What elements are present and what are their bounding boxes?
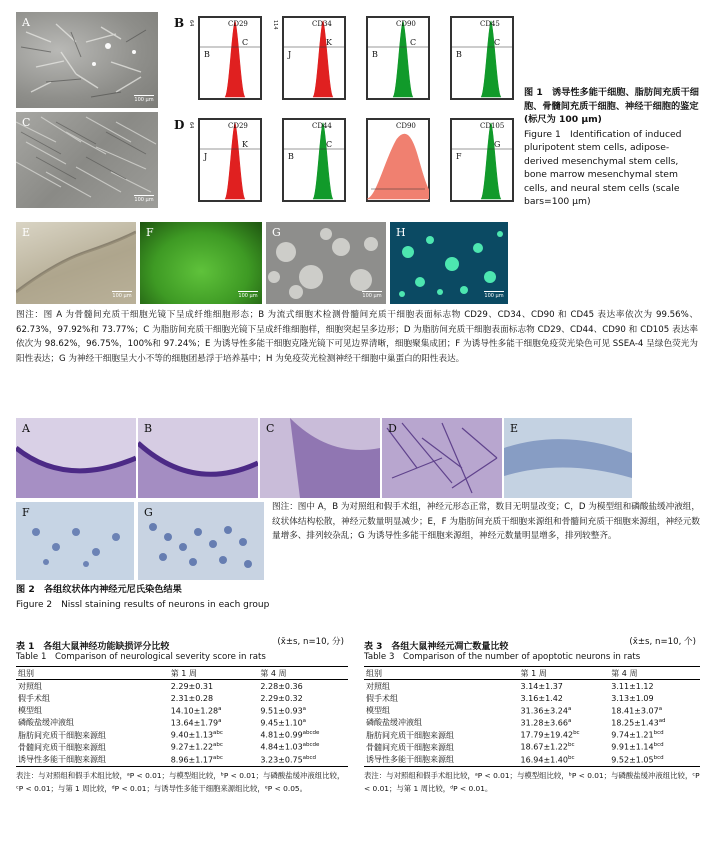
significance-mark: abcde (302, 742, 320, 749)
scale-bar: 100 μm (134, 97, 154, 103)
fig2-note: 图注：图中 A，B 为对照组和假手术组，神经元形态正常，数目无明显改变；C，D 为模型组和磷酸盐缓冲液组，纹状体结构松散，神经元数量明显减少；E，F 为脂肪间充质干细胞来源组和骨髓间充质干细胞来源组，神经元数量增多、排列较杂乱；G 为诱导性多能干细胞来源组，神经元数量明显增多，排列较整齐。 (272, 502, 700, 541)
panel-label-f: F (22, 506, 30, 519)
fig2-panel-g (138, 502, 264, 580)
fig1-panel-f (140, 222, 262, 304)
group-cell: 模型组 (18, 706, 42, 716)
panel-label-c: C (266, 422, 275, 435)
value-cell: 8.96±1.17$^{abc}$ (170, 754, 223, 765)
adipose-cells-image (16, 112, 158, 208)
group-cell: 诱导性多能干细胞来源组 (18, 754, 106, 764)
table1-footnote: 表注：与对照组和假手术组比较，ᵃP < 0.01；与模型组比较，ᵇP < 0.01；与磷酸盐缓冲液组比较，ᶜP < 0.01；与第 1 周比较，ᵈP < 0.01；与诱导性多能干细胞来源组比较，ᵉP < 0.05。 (16, 770, 345, 793)
table3-footnote: 表注：与对照组和假手术组比较，ᵃP < 0.01；与模型组比较，ᵇP < 0.01；与磷酸盐缓冲液组比较，ᶜP < 0.01；与第 1 周比较，ᵈP < 0.01。 (364, 770, 700, 793)
panel-label-g: G (272, 226, 281, 239)
value-cell: 2.29±0.31 (170, 681, 214, 691)
table3-stat: (x̄±s, n=10, 个) (629, 637, 696, 647)
marker-label: CD34 (312, 20, 332, 28)
value-cell: $4.81\pm 0.99^{abcde}$ (260, 730, 320, 740)
column-header: 第 4 周 (611, 668, 638, 678)
marker-label: CD45 (480, 20, 500, 28)
value-cell: 31.28±3.66$^a$ (520, 718, 572, 728)
significance-mark: abcd (302, 754, 317, 761)
fig1-panel-a (16, 12, 158, 108)
panel-label-e: E (22, 226, 31, 239)
gate-left-label: J (204, 152, 208, 161)
table3-title-cn: 表 3 各组大鼠神经元凋亡数量比较 (364, 642, 509, 652)
significance-mark: a (567, 718, 572, 725)
significance-mark: abcde (302, 730, 320, 737)
panel-label-b: B (144, 422, 153, 435)
group-cell: 对照组 (18, 681, 42, 691)
fig2-top-row (16, 418, 636, 498)
group-cell: 脂肪间充质干细胞来源组 (18, 730, 106, 740)
gate-right-label: C (326, 140, 333, 149)
significance-mark: a (302, 718, 307, 725)
value-cell: 3.16±1.42 (520, 693, 563, 703)
group-cell: 骨髓间充质干细胞来源组 (18, 742, 106, 752)
scale-bar: 100 μm (362, 293, 382, 299)
scale-bar: 100 μm (238, 293, 258, 299)
fig1-panel-g (266, 222, 386, 304)
nissl-stain-image (16, 418, 136, 498)
column-header: 第 1 周 (520, 668, 547, 678)
group-cell: 脂肪间充质干细胞来源组 (366, 730, 454, 740)
panel-label-d: D (388, 422, 397, 435)
scale-bar: 100 μm (134, 197, 154, 203)
panel-label-a: A (22, 16, 30, 29)
value-cell: 13.64±1.79$^a$ (170, 718, 222, 728)
significance-mark: a (567, 705, 572, 712)
value-cell: 9.45±1.10$^a$ (260, 718, 307, 728)
nissl-stain-image (138, 418, 258, 498)
fig1-panel-b-flow-row (168, 10, 508, 110)
significance-mark: bcd (653, 754, 664, 761)
fig1-note: 图注：图 A 为骨髓间充质干细胞光镜下呈成纤维细胞形态；B 为流式细胞术检测骨髓间充质干细胞表面标志物 CD29、CD34、CD90 和 CD45 表达率依次为 99.56%、62.73%，97.92%和 73.77%；C 为脂肪间充质干细胞光镜下呈成纤维细胞样，细胞突起呈多边形；D 为脂肪间充质干细胞表面标志物 CD29、CD44、CD90 和 CD105 表达率依次为 98.62%，96.75%，100%和 97.24%；E 为诱导性多能干细胞克隆光镜下可见边界清晰，细胞聚集成团；F 为诱导性多能干细胞免疫荧光染色可见 SSEA-4 呈绿色荧光为阳性表达；G 为神经干细胞呈大小不等的细胞团悬浮于培养基中；H 为免疫荧光检测神经干细胞中巢蛋白的阳性表达。 (16, 310, 698, 364)
group-cell: 假手术组 (18, 693, 50, 703)
significance-mark: a (218, 718, 222, 725)
fig2-panel-a (16, 418, 136, 498)
significance-mark: a (302, 705, 307, 712)
panel-label-h: H (396, 226, 406, 239)
gate-left-label: F (456, 152, 462, 161)
marker-label: CD90 (396, 20, 416, 28)
significance-mark: bcd (653, 742, 664, 749)
significance-mark: abc (213, 730, 223, 737)
gate-left-label: B (372, 50, 378, 59)
table-header-row (16, 667, 348, 680)
fibroblast-cells-image (16, 12, 158, 108)
table-row (16, 680, 348, 693)
significance-mark: a (658, 705, 663, 712)
column-header: 组别 (18, 668, 34, 678)
panel-label-c: C (22, 116, 31, 129)
panel-label-b: B (174, 16, 185, 30)
group-cell: 磷酸盐缓冲液组 (18, 718, 74, 728)
table-row (364, 729, 700, 741)
value-cell: 14.10±1.28$^a$ (170, 705, 222, 716)
panel-label-a: A (22, 422, 30, 435)
value-cell: 3.11±1.12 (611, 681, 654, 691)
value-cell: $3.23\pm 0.75^{abcd}$ (260, 754, 317, 765)
table-row (16, 753, 348, 766)
significance-mark: bc (567, 754, 575, 761)
y-axis-tick: 114 (272, 20, 278, 30)
significance-mark: ad (658, 718, 666, 725)
panel-label-d: D (174, 118, 185, 132)
flow-histogram-cd34 (270, 12, 346, 106)
gate-left-label: B (204, 50, 210, 59)
table3-title-en: Table 3 Comparison of the number of apoptotic neurons in rats (364, 652, 641, 662)
gate-right-label: K (242, 140, 248, 149)
fig2-caption-cn: 图 2 各组纹状体内神经元尼氏染色结果 (16, 584, 182, 595)
value-cell: 3.13±1.09 (611, 693, 654, 703)
significance-mark: a (218, 705, 222, 712)
value-cell: $4.84\pm 1.03^{abcde}$ (260, 742, 320, 753)
panel-label-g: G (144, 506, 153, 519)
flow-histogram-cd45 (438, 12, 514, 106)
histogram-plot (366, 118, 430, 202)
fig1-caption (524, 86, 702, 209)
flow-histogram-cd90 (354, 114, 430, 208)
fig2-panel-f (16, 502, 134, 580)
value-cell: 31.36±3.24$^a$ (520, 705, 572, 716)
fig2-panel-d (382, 418, 502, 498)
significance-mark: bcd (653, 730, 664, 737)
value-cell: 9.51±0.93$^a$ (260, 705, 307, 716)
gate-right-label: C (410, 38, 417, 47)
column-header: 第 4 周 (260, 668, 287, 678)
gate-left-label: B (288, 152, 294, 161)
table1-stat: (x̄±s, n=10, 分) (277, 637, 344, 647)
fig2-panel-b (138, 418, 258, 498)
value-cell: 3.14±1.37 (520, 681, 563, 691)
fig1-caption-cn: 图 1 诱导性多能干细胞、脂肪间充质干细胞、骨髓间充质干细胞、神经干细胞的鉴定(标尺为 100 μm) (524, 87, 699, 125)
table-row (364, 705, 700, 717)
group-cell: 骨髓间充质干细胞来源组 (366, 742, 454, 752)
scale-bar: 100 μm (484, 293, 504, 299)
gate-left-label: B (456, 50, 462, 59)
gate-right-label: K (326, 38, 332, 47)
column-header: 第 1 周 (170, 668, 197, 678)
table1-title-en: Table 1 Comparison of neurological severity score in rats (16, 652, 266, 662)
table1-grid (16, 666, 348, 767)
marker-label: CD44 (312, 122, 332, 130)
table-row (16, 729, 348, 741)
value-cell: 2.31±0.28 (170, 693, 214, 703)
histogram-plot (198, 118, 262, 202)
significance-mark: abc (213, 754, 223, 761)
value-cell: 9.27±1.22$^{abc}$ (170, 742, 223, 753)
table-row (364, 692, 700, 704)
fig1-panel-h (390, 222, 508, 304)
value-cell: 2.29±0.32 (260, 693, 303, 703)
flow-histogram-cd29 (186, 114, 262, 208)
histogram-plot (282, 16, 346, 100)
gate-right-label: G (494, 140, 501, 149)
value-cell: 9.74±1.21$^{bcd}$ (611, 730, 664, 740)
table-row (364, 741, 700, 753)
nissl-stain-image (138, 502, 264, 580)
value-cell: 17.79±19.42$^{bc}$ (520, 730, 580, 740)
table-row (16, 705, 348, 717)
column-header: 组别 (366, 668, 382, 678)
value-cell: 18.41±3.07$^a$ (611, 705, 663, 716)
table1-title-cn: 表 1 各组大鼠神经功能缺损评分比较 (16, 642, 170, 652)
flow-histogram-cd90 (354, 12, 430, 106)
gate-left-label: J (288, 50, 292, 59)
significance-mark: bc (573, 730, 580, 737)
panel-label-f: F (146, 226, 154, 239)
table-header-row (364, 667, 700, 680)
panel-label-e: E (510, 422, 519, 435)
fig1-panel-e (16, 222, 136, 304)
marker-label: CD90 (396, 122, 416, 130)
table3 (364, 634, 700, 796)
value-cell: 18.25±1.43$^{ad}$ (611, 718, 666, 728)
table-row (364, 717, 700, 729)
nissl-stain-image (16, 502, 134, 580)
table-row (364, 680, 700, 693)
table3-grid (364, 666, 700, 767)
marker-label: CD105 (480, 122, 505, 130)
table-row (16, 717, 348, 729)
group-cell: 对照组 (366, 681, 390, 691)
table-row (364, 753, 700, 766)
value-cell: 9.40±1.13$^{abc}$ (170, 730, 223, 740)
fig2-caption-en: Figure 2 Nissl staining results of neurons in each group (16, 600, 270, 610)
value-cell: 18.67±1.22$^{bc}$ (520, 742, 575, 753)
group-cell: 假手术组 (366, 693, 398, 703)
scale-bar: 100 μm (112, 293, 132, 299)
fig2-bottom-row (16, 502, 266, 580)
value-cell: 9.91±1.14$^{bcd}$ (611, 742, 664, 753)
value-cell: 16.94±1.40$^{bc}$ (520, 754, 575, 765)
group-cell: 模型组 (366, 706, 390, 716)
fig1-caption-en: Figure 1 Identification of induced pluripotent stem cells, adipose-derived mesenchymal stem cells, bone marrow mesenchymal stem cells, and neural stem cells (scale bars=100 μm) (524, 128, 682, 207)
flow-histogram-cd29 (186, 12, 262, 106)
y-axis-tick: 64 (188, 122, 194, 129)
table1 (16, 634, 348, 796)
marker-label: CD29 (228, 20, 248, 28)
nissl-stain-image (260, 418, 380, 498)
fig2-panel-c (260, 418, 380, 498)
nissl-stain-image (504, 418, 632, 498)
significance-mark: bc (567, 742, 575, 749)
value-cell: 2.28±0.36 (260, 681, 303, 691)
group-cell: 磷酸盐缓冲液组 (366, 718, 422, 728)
fig2-caption (16, 582, 269, 612)
fig2-panel-e (504, 418, 632, 498)
fig1-panel-c (16, 112, 158, 208)
fig1-panel-d-flow-row (168, 112, 508, 210)
significance-mark: abc (213, 742, 223, 749)
value-cell: 9.52±1.05$^{bcd}$ (611, 754, 664, 765)
gate-right-label: C (242, 38, 249, 47)
group-cell: 诱导性多能干细胞来源组 (366, 754, 454, 764)
y-axis-tick: 64 (188, 20, 194, 27)
flow-histogram-cd105 (438, 114, 514, 208)
gate-right-label: C (494, 38, 501, 47)
table-row (16, 741, 348, 753)
marker-label: CD29 (228, 122, 248, 130)
nissl-stain-image (382, 418, 502, 498)
table-row (16, 692, 348, 704)
flow-histogram-cd44 (270, 114, 346, 208)
